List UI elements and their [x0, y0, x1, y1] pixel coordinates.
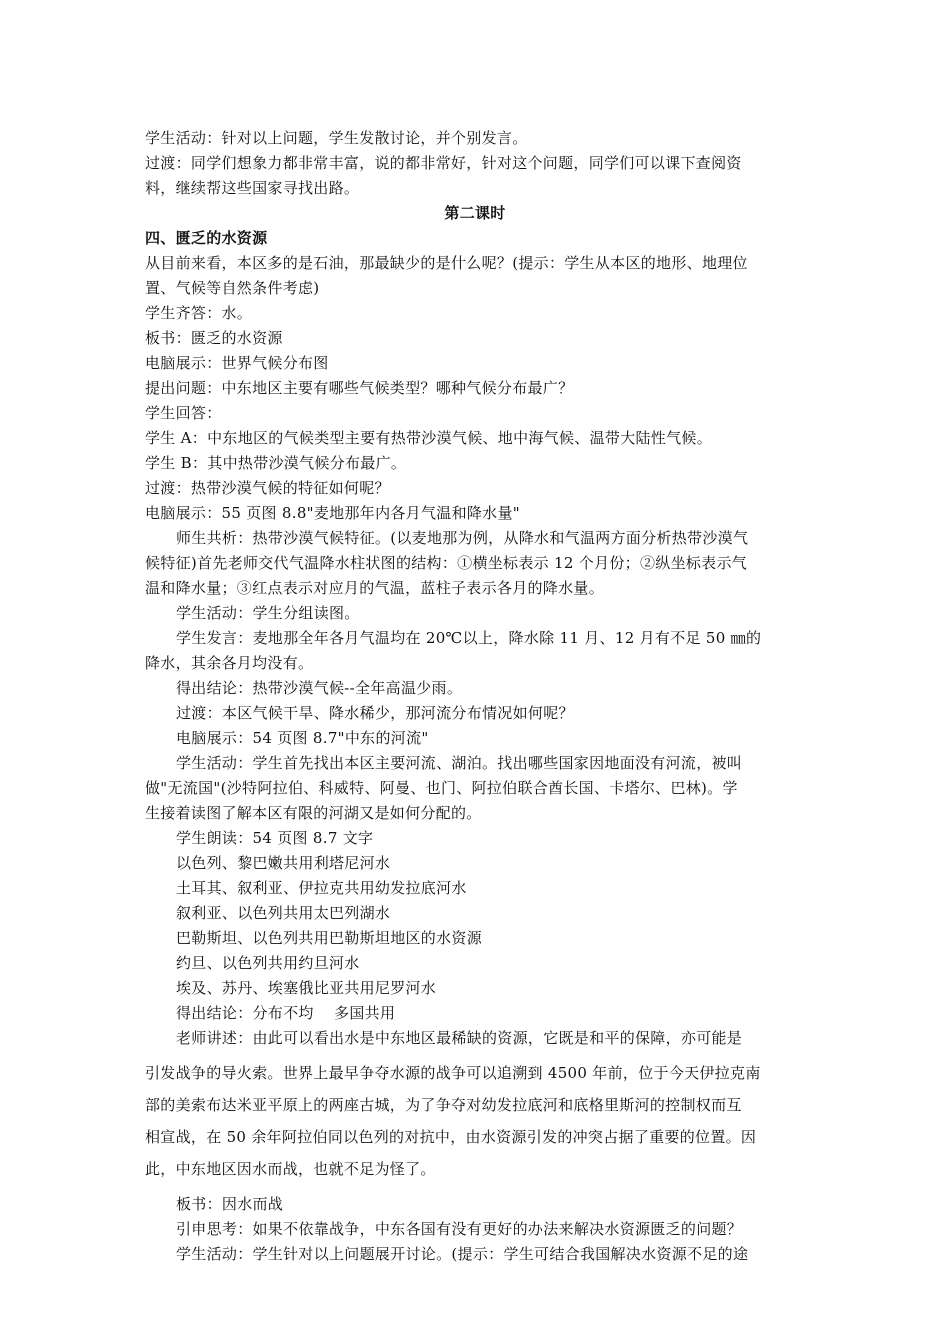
paragraph-line: 料，继续帮这些国家寻找出路。 [145, 179, 360, 197]
paragraph-line: 置、气候等自然条件考虑) [145, 279, 320, 297]
paragraph-line: 引发战争的导火索。世界上最早争夺水源的战争可以追溯到 4500 年前，位于今天伊拉克南 [145, 1064, 761, 1082]
paragraph-line: 板书：因水而战 [176, 1195, 284, 1213]
paragraph-line: 叙利亚、以色列共用太巴列湖水 [176, 904, 391, 922]
paragraph-line: 提出问题：中东地区主要有哪些气候类型？哪种气候分布最广？ [145, 379, 574, 397]
paragraph-line: 巴勒斯坦、以色列共用巴勒斯坦地区的水资源 [176, 929, 483, 947]
paragraph-line: 学生活动：学生首先找出本区主要河流、湖泊。找出哪些国家因地面没有河流，被叫 [176, 754, 743, 772]
paragraph-line: 学生齐答：水。 [145, 304, 253, 322]
paragraph-line: 学生朗读：54 页图 8.7 文字 [176, 829, 374, 847]
paragraph-line: 此，中东地区因水而战，也就不足为怪了。 [145, 1160, 436, 1178]
paragraph-line: 生接着读图了解本区有限的河湖又是如何分配的。 [145, 804, 482, 822]
paragraph-line: 埃及、苏丹、埃塞俄比亚共用尼罗河水 [176, 979, 437, 997]
paragraph-line: 学生 A：中东地区的气候类型主要有热带沙漠气候、地中海气候、温带大陆性气候。 [145, 429, 713, 447]
paragraph-line: 师生共析：热带沙漠气候特征。(以麦地那为例，从降水和气温两方面分析热带沙漠气 [176, 529, 749, 547]
paragraph-line: 做"无流国"(沙特阿拉伯、科威特、阿曼、也门、阿拉伯联合酋长国、卡塔尔、巴林)。学 [145, 779, 738, 797]
paragraph-line: 土耳其、叙利亚、伊拉克共用幼发拉底河水 [176, 879, 467, 897]
paragraph-line: 电脑展示：55 页图 8.8"麦地那年内各月气温和降水量" [145, 504, 520, 522]
paragraph-line: 相宣战，在 50 余年阿拉伯同以色列的对抗中，由水资源引发的冲突占据了重要的位置。因 [145, 1128, 757, 1146]
paragraph-line: 电脑展示：54 页图 8.7"中东的河流" [176, 729, 429, 747]
section-title: 第二课时 [444, 204, 506, 222]
paragraph-line: 学生 B：其中热带沙漠气候分布最广。 [145, 454, 407, 472]
paragraph-line: 约旦、以色列共用约旦河水 [176, 954, 360, 972]
paragraph-line: 过渡：同学们想象力都非常丰富，说的都非常好，针对这个问题，同学们可以课下查阅资 [145, 154, 742, 172]
paragraph-line: 学生回答： [145, 404, 222, 422]
paragraph-line: 学生活动：学生分组读图。 [176, 604, 360, 622]
paragraph-line: 板书：匮乏的水资源 [145, 329, 283, 347]
paragraph-line: 部的美索布达米亚平原上的两座古城，为了争夺对幼发拉底河和底格里斯河的控制权而互 [145, 1096, 742, 1114]
paragraph-line: 引申思考：如果不依靠战争，中东各国有没有更好的办法来解决水资源匮乏的问题？ [176, 1220, 743, 1238]
paragraph-line: 温和降水量；③红点表示对应月的气温，蓝柱子表示各月的降水量。 [145, 579, 605, 597]
paragraph-line: 得出结论：分布不均 多国共用 [176, 1004, 396, 1022]
section-heading: 四、匮乏的水资源 [145, 229, 268, 247]
paragraph-line: 学生发言：麦地那全年各月气温均在 20℃以上，降水除 11 月、12 月有不足 50 ㎜的 [176, 629, 762, 647]
paragraph-line: 学生活动：针对以上问题，学生发散讨论，并个别发言。 [145, 129, 528, 147]
paragraph-line: 学生活动：学生针对以上问题展开讨论。(提示：学生可结合我国解决水资源不足的途 [176, 1245, 749, 1263]
paragraph-line: 电脑展示：世界气候分布图 [145, 354, 329, 372]
paragraph-line: 候特征)首先老师交代气温降水柱状图的结构：①横坐标表示 12 个月份；②纵坐标表示气 [145, 554, 748, 572]
paragraph-line: 过渡：本区气候干旱、降水稀少，那河流分布情况如何呢？ [176, 704, 574, 722]
paragraph-line: 得出结论：热带沙漠气候--全年高温少雨。 [176, 679, 463, 697]
paragraph-line: 老师讲述：由此可以看出水是中东地区最稀缺的资源，它既是和平的保障，亦可能是 [176, 1029, 743, 1047]
paragraph-line: 过渡：热带沙漠气候的特征如何呢？ [145, 479, 390, 497]
paragraph-line: 降水，其余各月均没有。 [145, 654, 314, 672]
paragraph-line: 以色列、黎巴嫩共用利塔尼河水 [176, 854, 391, 872]
paragraph-line: 从目前来看，本区多的是石油，那最缺少的是什么呢？(提示：学生从本区的地形、地理位 [145, 254, 748, 272]
